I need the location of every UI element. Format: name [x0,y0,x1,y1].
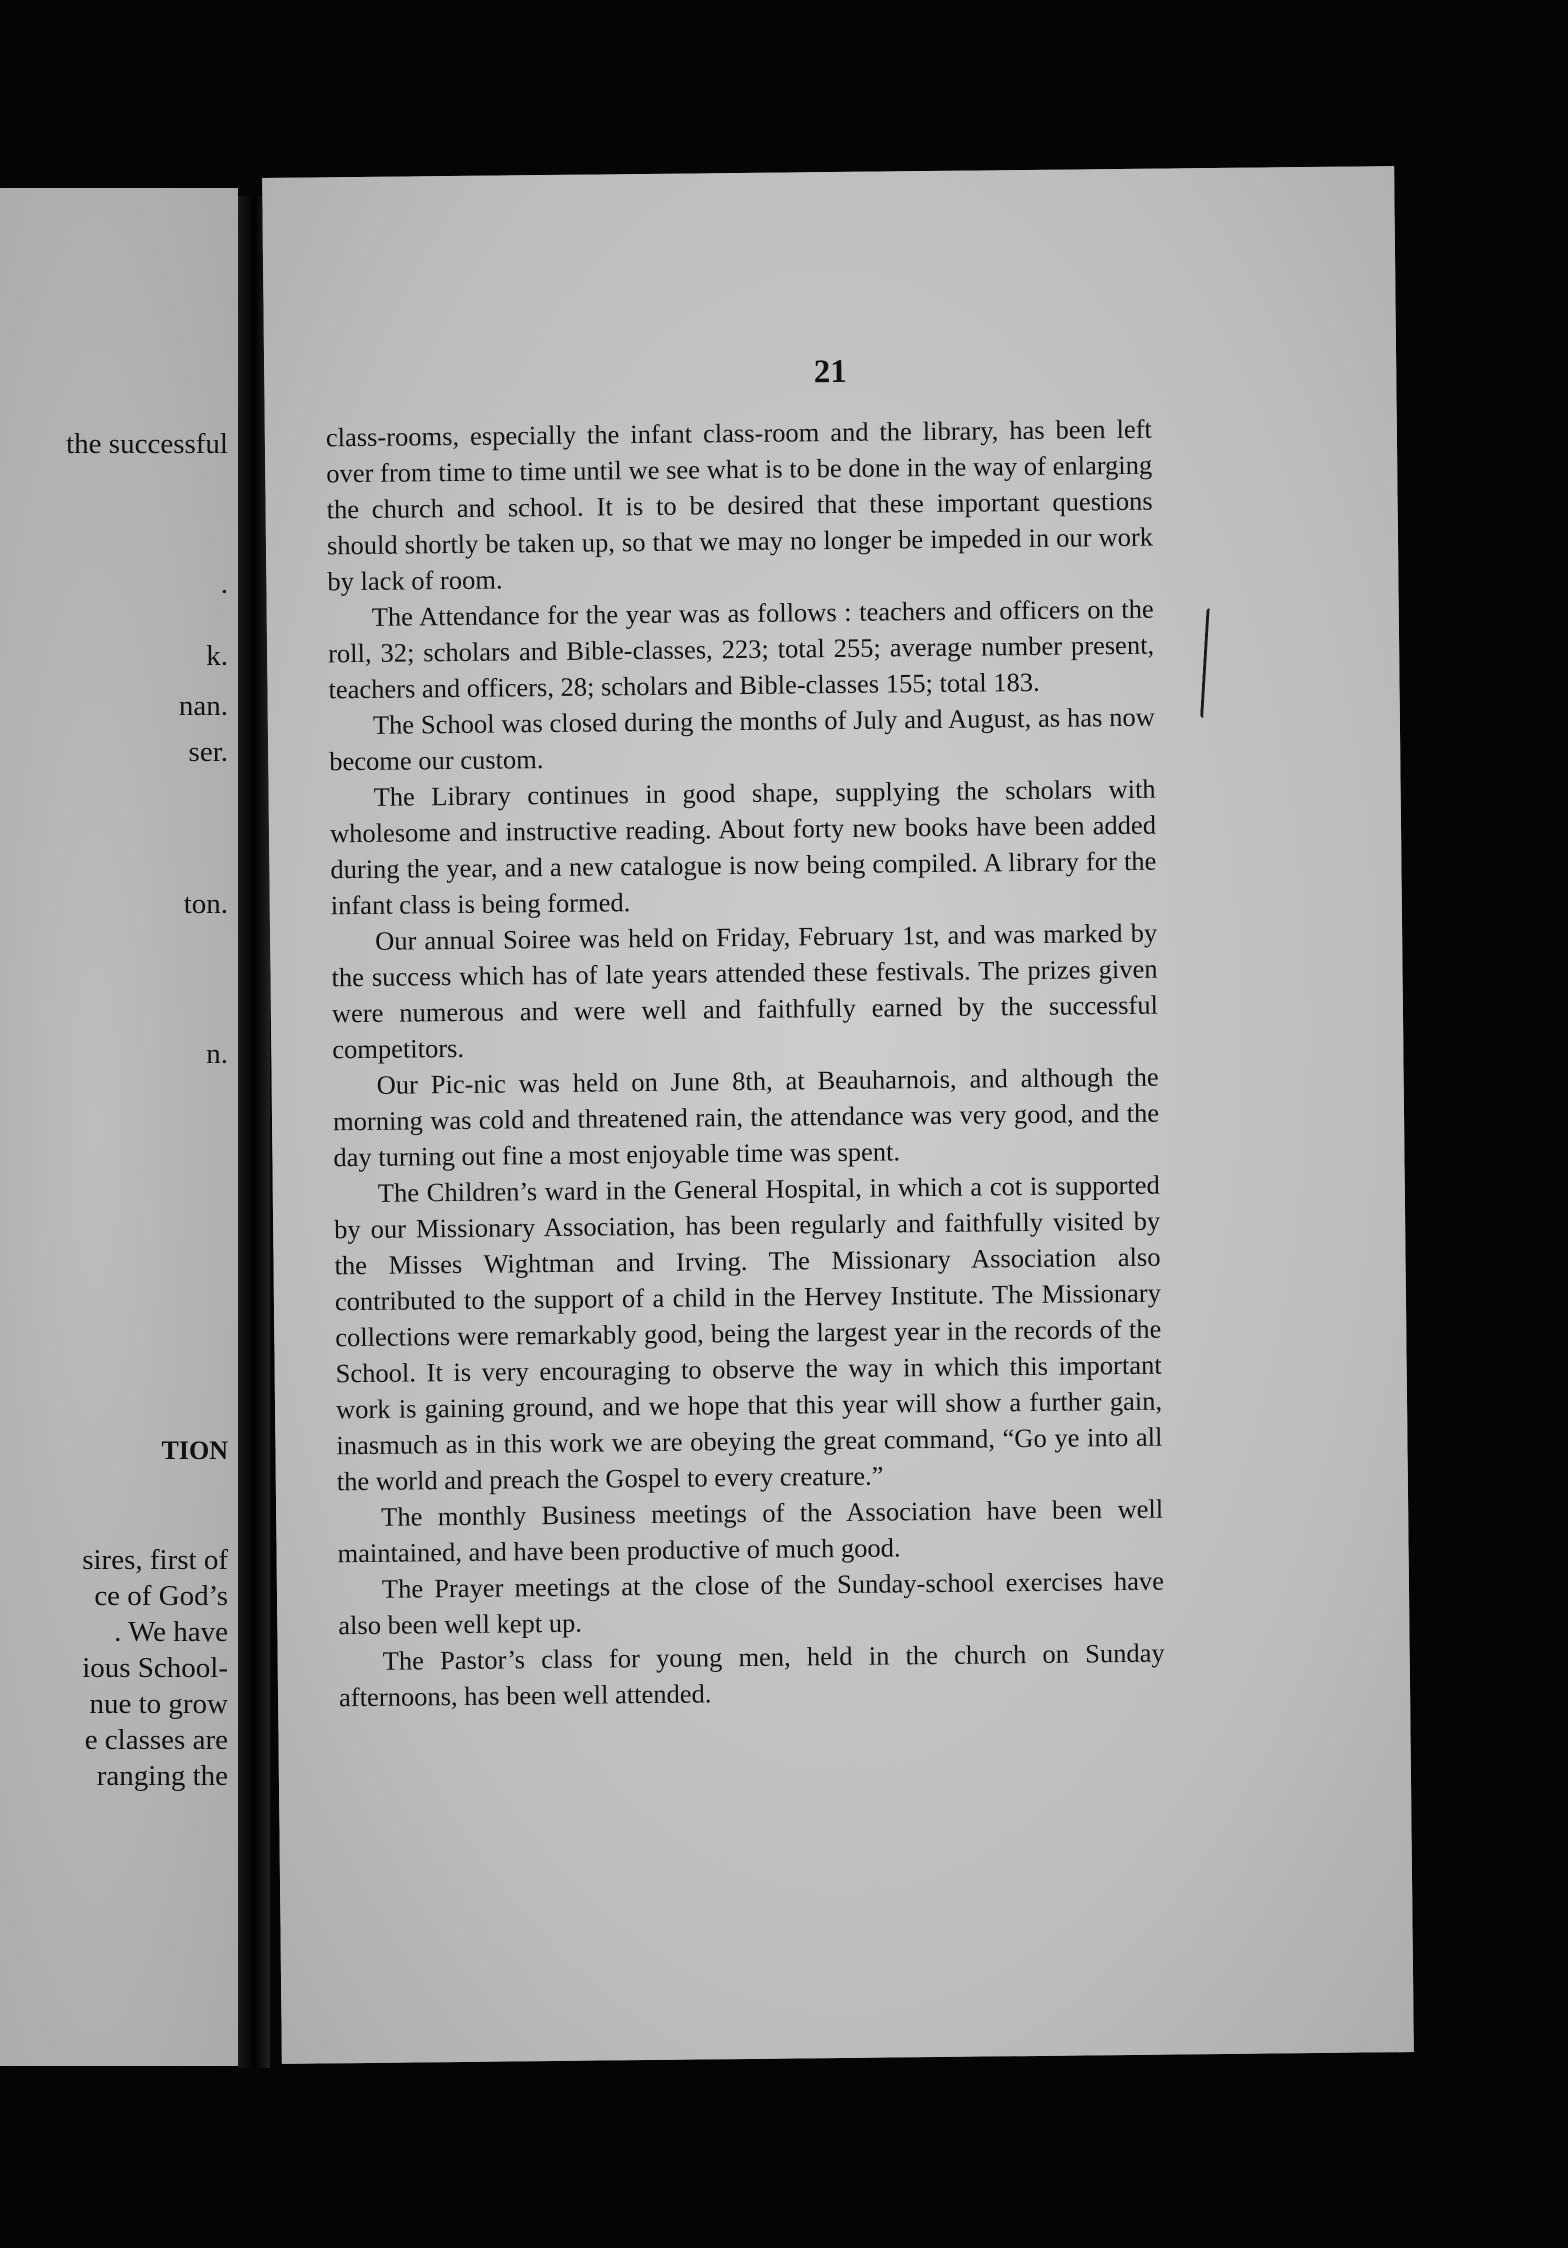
left-page-fragment: nan. [178,690,228,722]
margin-pencil-mark [1200,608,1214,718]
left-page-fragment: . [220,568,228,600]
paragraph: Our Pic-nic was held on June 8th, at Beauharnois, and although the morning was cold and threatened rain, the attendance was very good, and the day turning out fine a most enjoyable time was spent. [332,1061,1160,1173]
left-page-fragment: sires, first of [82,1544,228,1576]
left-page-fragment: ious School- [82,1652,228,1684]
left-page-fragment: the successful [66,428,228,460]
left-page-fragment: ranging the [96,1760,228,1792]
page-body [326,411,1166,1716]
paragraph: The Pastor’s class for young men, held in the church on Sunday afternoons, has been well attended. [338,1637,1165,1713]
left-page-heading-fragment: TION [161,1436,228,1465]
paragraph: The Prayer meetings at the close of the Sunday-school exercises have also been well kept up. [338,1565,1165,1641]
left-page [0,188,238,2066]
left-page-fragment: n. [206,1038,228,1070]
paragraph: The Children’s ward in the General Hospital, in which a cot is supported by our Missionary Association, has been regularly and faithfully visited by the Misses Wightman and Irving. The Missionary Association also contributed to the support of a child in the Hervey Institute. The Missionary collections were remarkably good, being the largest year in the records of the School. It is very encouraging to observe the way in which this important work is gaining ground, and we hope that this year will show a further gain, inasmuch as in this work we are obeying the great command, “Go ye into all the world and preach the Gospel to every creature.” [334,1169,1163,1497]
left-page-fragment: k. [206,640,228,672]
left-page-fragment: e classes are [84,1724,228,1756]
paragraph: The monthly Business meetings of the Association have been well maintained, and have been productive of much good. [337,1493,1164,1569]
left-page-fragment: ce of God’s [94,1580,228,1612]
paragraph: Our annual Soiree was held on Friday, February 1st, and was marked by the success which has of late years attended these festivals. The prizes given were numerous and were well and faithfully earned by the successful competitors. [331,917,1159,1065]
page-number: 21 [813,353,847,391]
left-page-fragment: ton. [183,888,228,920]
left-page-fragment: nue to grow [89,1688,228,1720]
paragraph: The School was closed during the months of July and August, as has now become our custom. [329,701,1156,777]
paragraph: class-rooms, especially the infant class-room and the library, has been left over from time to time until we see what is to be done in the way of enlarging the church and school. It is to be desired that these important questions should shortly be taken up, so that we may no longer be impeded in our work by lack of room. [325,413,1154,597]
left-page-fragment: ser. [188,736,228,768]
right-page [262,166,1414,2064]
left-page-fragment: . We have [114,1616,228,1648]
paragraph: The Attendance for the year was as follows : teachers and officers on the roll, 32; scholars and Bible-classes, 223; total 255; average number present, teachers and officers, 28; scholars and Bible-classes 155; total 183. [327,593,1155,705]
paragraph: The Library continues in good shape, supplying the scholars with wholesome and instructive reading. About forty new books have been added during the year, and a new catalogue is now being compiled. A library for the infant class is being formed. [329,773,1157,921]
